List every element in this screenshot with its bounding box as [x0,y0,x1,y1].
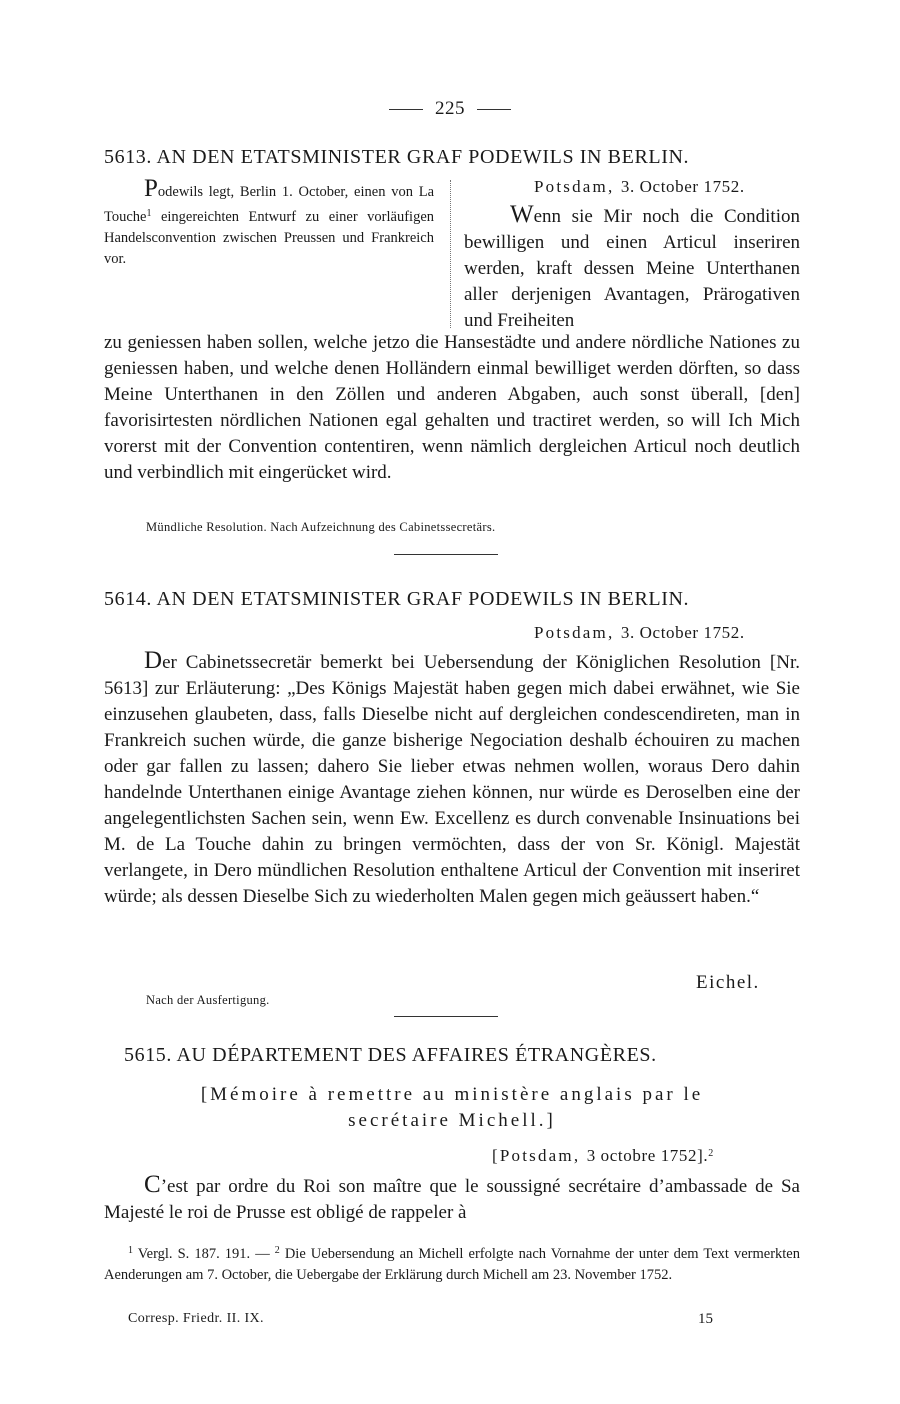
footnote-1-mark: 1 [128,1245,133,1256]
doc-5613-dateline [534,177,745,197]
doc-5614-heading: 5614. AN DEN ETATSMINISTER GRAF PODEWILS IN BERLIN. [104,588,690,610]
footnote-ref-2: 2 [708,1148,716,1159]
summary-text: odewils legt, Berlin 1. October, einen von La Touche [104,184,434,225]
footer-sheet-number: 15 [698,1311,713,1327]
doc-5613-heading: 5613. AN DEN ETATSMINISTER GRAF PODEWILS IN BERLIN. [104,146,690,168]
body-dropcap: D [144,647,163,674]
doc-5614-dateline [534,623,745,643]
signature: Eichel. [696,972,760,993]
doc-5613-summary-note [104,175,434,270]
column-divider [450,180,451,328]
dateline-date: 3. October 1752. [620,177,745,196]
doc-5613-column-text [464,202,800,334]
column-text: enn sie Mir noch die Condition bewilligen und einen Articul inseriren werden, kraft dessen Meine Unterthanen aller derjenigen Avantagen, Prärogativen und Freiheiten [464,206,800,331]
doc-5613-source-note: Mündliche Resolution. Nach Aufzeichnung des Cabinetssecretärs. [146,520,496,534]
section-separator [394,1016,498,1017]
footnote-ref-1: 1 [146,208,152,219]
dateline-place: Potsdam, [534,177,615,196]
page-number-dash-right [477,109,511,110]
doc-5615-heading: 5615. AU DÉPARTEMENT DES AFFAIRES ÉTRANGÈRES. [124,1044,657,1066]
dateline-date: 3. October 1752. [620,623,745,642]
page-number [0,98,900,120]
footnote-1-text: Vergl. S. 187. 191. — [133,1246,275,1262]
doc-5614-source-note: Nach der Ausfertigung. [146,993,270,1007]
doc-5613-body [104,330,800,486]
body-dropcap: C [144,1171,161,1198]
doc-5613-body-text: zu geniessen haben sollen, welche jetzo die Hansestädte und andere nördliche Nationes zu geniessen haben, und welche denen Holländern einmal bewilliget werden dörften, so dass Meine Unterthanen in den Zöllen und anderen Abgaben, auch sonst überall, [den] favorisirtesten nördlichen Nationen egal gehalten und tractiret werden, so will Ich Mich vorerst mit der Convention contentiren, wenn nämlich dergleichen Articul noch deutlich und verbindlich mit eingerücket wird. [104,332,800,483]
summary-dropcap: P [144,175,158,202]
page-number-dash-left [389,109,423,110]
dateline-date: 3 octobre 1752]. [586,1146,709,1165]
summary-text-continued: eingereichten Entwurf zu einer vorläufigen Handelsconvention zwischen Preussen und Frankreich vor. [104,209,434,267]
doc-5615-dateline [492,1146,715,1166]
dateline-place: Potsdam, [534,623,615,642]
footnotes [104,1240,800,1286]
footer-signature-line: Corresp. Friedr. II. IX. [128,1311,264,1326]
subtitle-line-2: secrétaire Michell.] [348,1110,556,1131]
dateline-place: [Potsdam, [492,1146,581,1165]
footnote-2-text: Die Uebersendung an Michell erfolgte nach Vornahme der unter dem Text vermerkten Aenderungen am 7. October, die Uebergabe der Erklärung durch Michell am 23. November 1752. [104,1246,800,1283]
doc-5615-body [104,1172,800,1226]
doc-5614-body [104,648,800,910]
column-dropcap: W [510,201,534,228]
doc-5614-body-text: er Cabinetssecretär bemerkt bei Uebersendung der Königlichen Resolution [Nr. 5613] zur Erläuterung: „Des Königs Majestät haben gegen mich dabei erwähnet, wie Sie einzusehen glaubeten, dass, falls Dieselbe nicht auf dergleichen condescendireten, man in Frankreich suchen würde, die ganze bisherige Negociation deshalb échouiren zu machen oder gar fallen zu lassen; dahero Sie lieber etwas nehmen wollen, woraus Dero dahin handelnde Unterthanen einige Avantage ziehen können, nur würde es Deroselben eine der angelegentlichsten Sachen sein, wenn Ew. Excellenz es durch convenable Insinuations bei M. de La Touche dahin zu bringen vermöchten, dass der von Sr. Königl. Majestät verlangete, in Dero mündlichen Resolution enthaltene Articul der Convention mit inseriret würde; als dessen Dieselbe Sich zu wiederholten Malen gegen mich geäussert haben.“ [104,652,800,907]
doc-5615-body-text: ’est par ordre du Roi son maître que le soussigné secrétaire d’ambassade de Sa Majesté le roi de Prusse est obligé de rappeler à [104,1176,800,1223]
section-separator [394,554,498,555]
subtitle-line-1: [Mémoire à remettre au ministère anglais par le [200,1084,704,1105]
doc-5615-subtitle [104,1082,800,1134]
footnote-2-mark: 2 [274,1245,280,1256]
page-number-text: 225 [435,98,465,119]
